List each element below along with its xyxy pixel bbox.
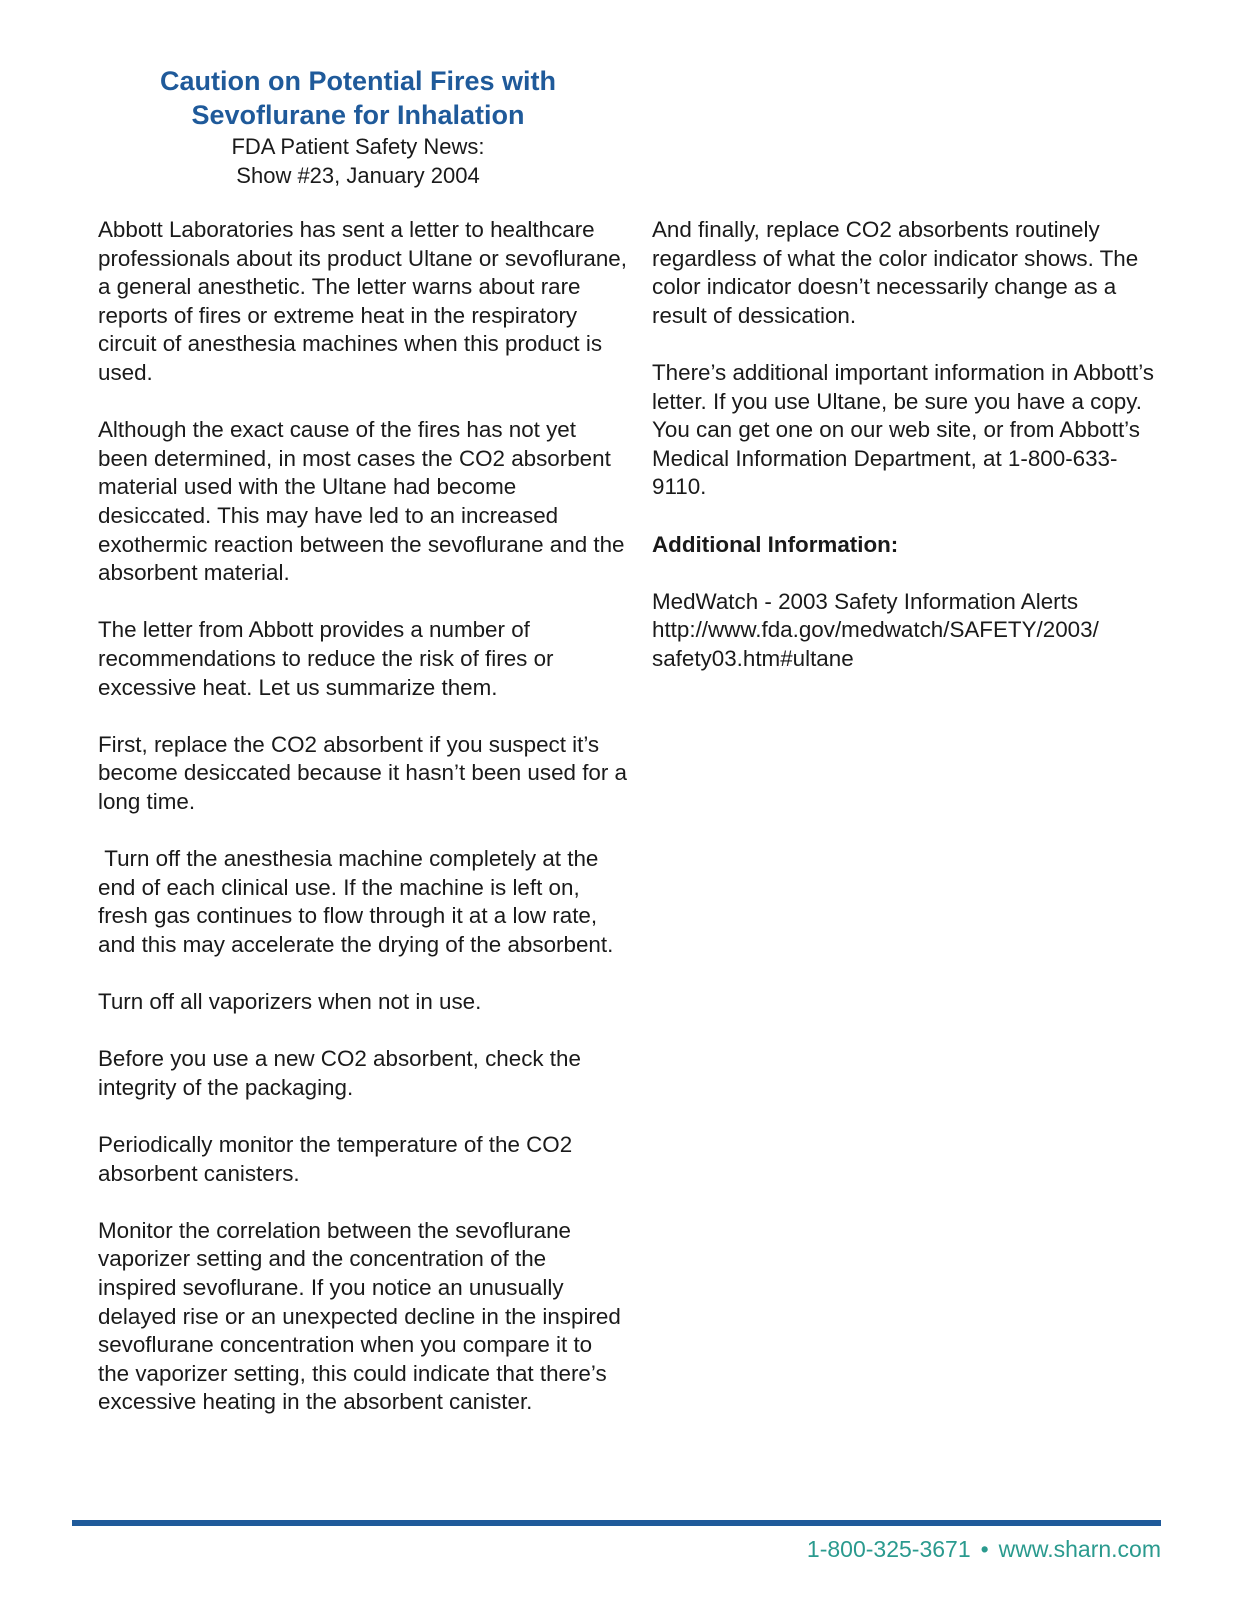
medwatch-link[interactable] (652, 617, 1099, 671)
footer-bullet-separator: • (980, 1536, 989, 1562)
paragraph-recommendations: The letter from Abbott provides a number of recommendations to reduce the risk of fires or excessive heat. Let us summarize them. (98, 617, 554, 700)
right-column (652, 216, 1162, 702)
article-title-line-1: Caution on Potential Fires with (159, 66, 556, 96)
footer-phone: 1-800-325-3671 (806, 1536, 971, 1562)
article-header (98, 64, 618, 190)
paragraph-monitor-correlation: Monitor the correlation between the sevoflurane vaporizer setting and the concentration of the inspired sevoflurane. If you notice an unusually delayed rise or an unexpected decline in the inspired sevoflurane concentration when you compare it to the vaporizer setting, this could indicate that there’s excessive heating in the absorbent canister. (98, 1217, 621, 1415)
footer-website-link[interactable]: www.sharn.com (998, 1536, 1161, 1562)
paragraph-turn-off-vaporizers: Turn off all vaporizers when not in use. (98, 989, 482, 1015)
paragraph-check-packaging: Before you use a new CO2 absorbent, check the integrity of the packaging. (98, 1046, 581, 1100)
source-line-1: FDA Patient Safety News: (231, 134, 485, 159)
source-line-2: Show #23, January 2004 (236, 163, 480, 188)
paragraph-intro: Abbott Laboratories has sent a letter to healthcare professionals about its product Ultane or sevoflurane, a general anesthetic. The letter warns about rare reports of fires or extreme heat in the respiratory circuit of anesthesia machines when this product is used. (98, 217, 627, 385)
left-column (98, 216, 628, 1446)
footer-divider (72, 1520, 1161, 1526)
paragraph-replace-absorbent: First, replace the CO2 absorbent if you suspect it’s become desiccated because it hasn’t been used for a long time. (98, 731, 628, 814)
medwatch-reference (652, 588, 1162, 674)
medwatch-url-line-1: http://www.fda.gov/medwatch/SAFETY/2003/ (652, 617, 1099, 643)
medwatch-url-line-2: safety03.htm#ultane (652, 645, 854, 671)
paragraph-monitor-temperature: Periodically monitor the temperature of the CO2 absorbent canisters. (98, 1132, 573, 1186)
paragraph-turn-off-machine: Turn off the anesthesia machine completely at the end of each clinical use. If the machine is left on, fresh gas continues to flow through it at a low rate, and this may accelerate the drying of the absorbent. (98, 846, 614, 957)
paragraph-replace-routinely: And finally, replace CO2 absorbents routinely regardless of what the color indicator shows. The color indicator doesn’t necessarily change as a result of dessication. (652, 217, 1139, 328)
additional-information-heading: Additional Information: (652, 531, 899, 557)
medwatch-label: MedWatch - 2003 Safety Information Alerts (652, 588, 1079, 614)
paragraph-cause: Although the exact cause of the fires has not yet been determined, in most cases the CO2 absorbent material used with the Ultane had become desiccated. This may have led to an increased exothermic reaction between the sevoflurane and the absorbent material. (98, 417, 625, 586)
article-title-line-2: Sevoflurane for Inhalation (191, 100, 525, 130)
footer-contact (807, 1534, 1161, 1564)
paragraph-additional-info: There’s additional important information in Abbott’s letter. If you use Ultane, be sure you have a copy. You can get one on our web site, or from Abbott’s Medical Information Department, at 1-800-633-9110. (652, 359, 1155, 500)
